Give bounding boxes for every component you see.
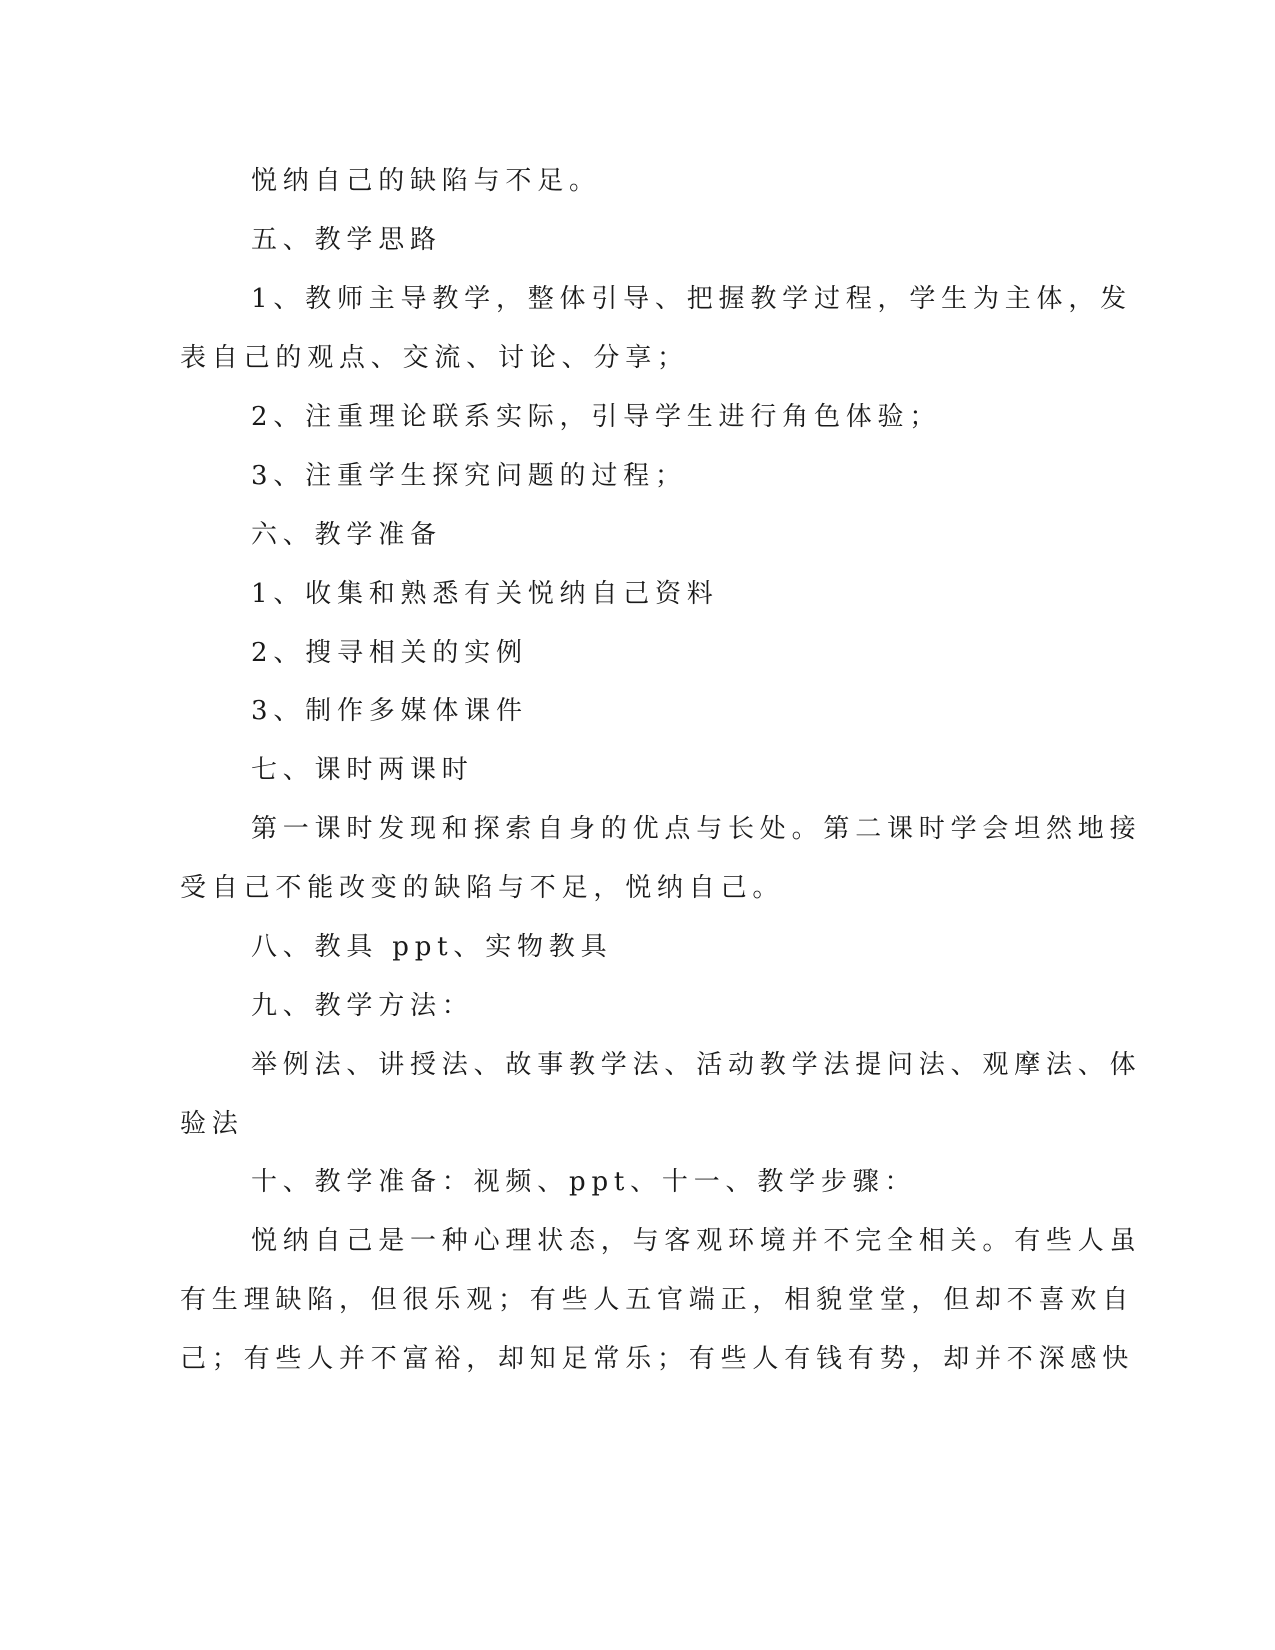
section-heading-10: 十、教学准备：视频、ppt、十一、教学步骤： (251, 1167, 917, 1197)
text-line-13: 受自己不能改变的缺陷与不足，悦纳自己。 (180, 873, 785, 903)
section-heading-9: 九、教学方法： (251, 991, 474, 1021)
text-line-6: 3、注重学生探究问题的过程； (251, 461, 687, 491)
text-line-12: 第一课时发现和探索自身的优点与长处。第二课时学会坦然地接 (251, 814, 1142, 844)
section-heading-6: 六、教学准备 (251, 520, 442, 550)
section-heading-7: 七、课时两课时 (251, 755, 474, 785)
text-line-4: 表自己的观点、交流、讨论、分享； (180, 343, 689, 373)
section-heading-5: 五、教学思路 (251, 225, 442, 255)
text-line-9: 2、搜寻相关的实例 (251, 638, 528, 668)
text-line-19: 悦纳自己是一种心理状态，与客观环境并不完全相关。有些人虽 (251, 1226, 1142, 1256)
text-line-5: 2、注重理论联系实际，引导学生进行角色体验； (251, 402, 942, 432)
text-line-8: 1、收集和熟悉有关悦纳自己资料 (251, 579, 719, 609)
text-line-3: 1、教师主导教学，整体引导、把握教学过程，学生为主体，发 (251, 284, 1132, 314)
section-heading-8: 八、教具 ppt、实物教具 (251, 932, 613, 962)
text-line-10: 3、制作多媒体课件 (251, 696, 528, 726)
text-line-1: 悦纳自己的缺陷与不足。 (251, 166, 601, 196)
text-line-20: 有生理缺陷，但很乐观；有些人五官端正，相貌堂堂，但却不喜欢自 (180, 1285, 1135, 1315)
text-line-21: 己；有些人并不富裕，却知足常乐；有些人有钱有势，却并不深感快 (180, 1344, 1135, 1374)
text-line-16: 举例法、讲授法、故事教学法、活动教学法提问法、观摩法、体 (251, 1050, 1142, 1080)
text-line-17: 验法 (180, 1109, 244, 1139)
